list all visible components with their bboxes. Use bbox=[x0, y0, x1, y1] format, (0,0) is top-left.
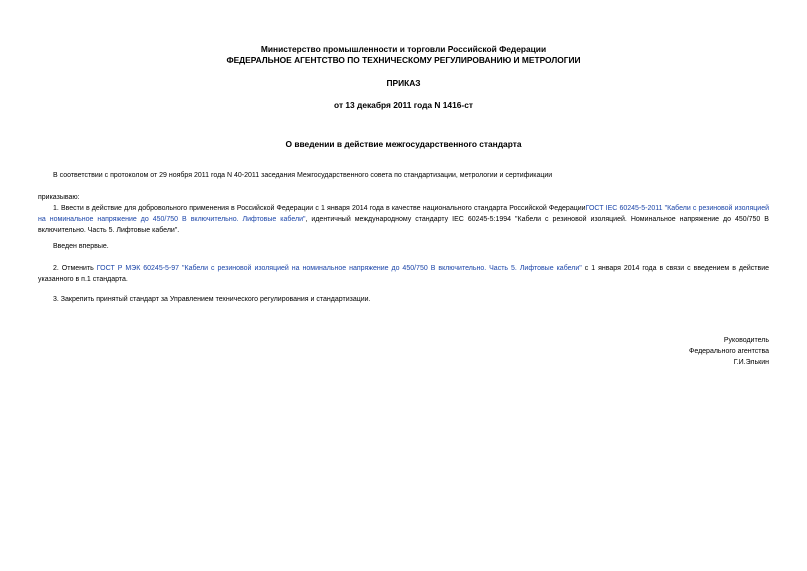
signature-name: Г.И.Элькин bbox=[733, 359, 769, 366]
item-1 bbox=[38, 203, 769, 236]
gost-r-mek-60245-5-97-link[interactable]: ГОСТ Р МЭК 60245-5-97 "Кабели с резиновой изоляцией на номинальное напряжение до 450/750 В включительно. Часть 5. Лифтовые кабели" bbox=[96, 265, 582, 272]
item-3-block bbox=[38, 294, 769, 305]
orders-word: приказываю: bbox=[38, 194, 80, 201]
preamble-text: В соответствии с протоколом от 29 ноября 2011 года N 40-2011 заседания Межгосударственного совета по стандартизации, метрологии и сертификации bbox=[53, 172, 553, 179]
introduced-note: Введен впервые. bbox=[53, 243, 109, 250]
item-2-block bbox=[38, 263, 769, 285]
signature-title: Руководитель bbox=[723, 337, 769, 344]
order-number: от 13 декабря 2011 года N 1416-ст bbox=[334, 100, 473, 110]
item-2 bbox=[38, 263, 769, 285]
document-header bbox=[0, 44, 807, 66]
introduced-block bbox=[38, 241, 769, 252]
preamble-block bbox=[38, 170, 769, 181]
agency-name: ФЕДЕРАЛЬНОЕ АГЕНТСТВО ПО ТЕХНИЧЕСКОМУ РЕГУЛИРОВАНИЮ И МЕТРОЛОГИИ bbox=[226, 55, 581, 65]
signature-block bbox=[689, 335, 769, 368]
signature-agency: Федерального агентства bbox=[689, 348, 769, 355]
document-title: О введении в действие межгосударственного стандарта bbox=[285, 139, 522, 149]
gost-iec-60245-5-2011-link[interactable]: ГОСТ IEC 60245-5-2011 "Кабели с резиновой изоляцией на номинальное напряжение до 450/750 В включительно. Лифтовые кабели" bbox=[38, 205, 769, 223]
orders-block bbox=[38, 192, 769, 236]
order-label: ПРИКАЗ bbox=[386, 78, 421, 88]
item-2-after: с 1 января 2014 года в связи с введением в действие указанного в п.1 стандарта. bbox=[38, 265, 769, 283]
item-1-after: , идентичный международному стандарту IEC 60245-5:1994 "Кабели с резиновой изоляцией. Номинальное напряжение до 450/750 В включительно. Часть 5. Лифтовые кабели". bbox=[38, 216, 769, 234]
item-2-before: 2. Отменить bbox=[53, 265, 97, 272]
ministry-name: Министерство промышленности и торговли Российской Федерации bbox=[260, 44, 547, 54]
item-3: 3. Закрепить принятый стандарт за Управлением технического регулирования и стандартизации. bbox=[53, 296, 371, 303]
item-1-before: 1. Ввести в действие для добровольного применения в Российской Федерации с 1 января 2014 года в качестве национального стандарта Российской Федерации bbox=[53, 205, 586, 212]
